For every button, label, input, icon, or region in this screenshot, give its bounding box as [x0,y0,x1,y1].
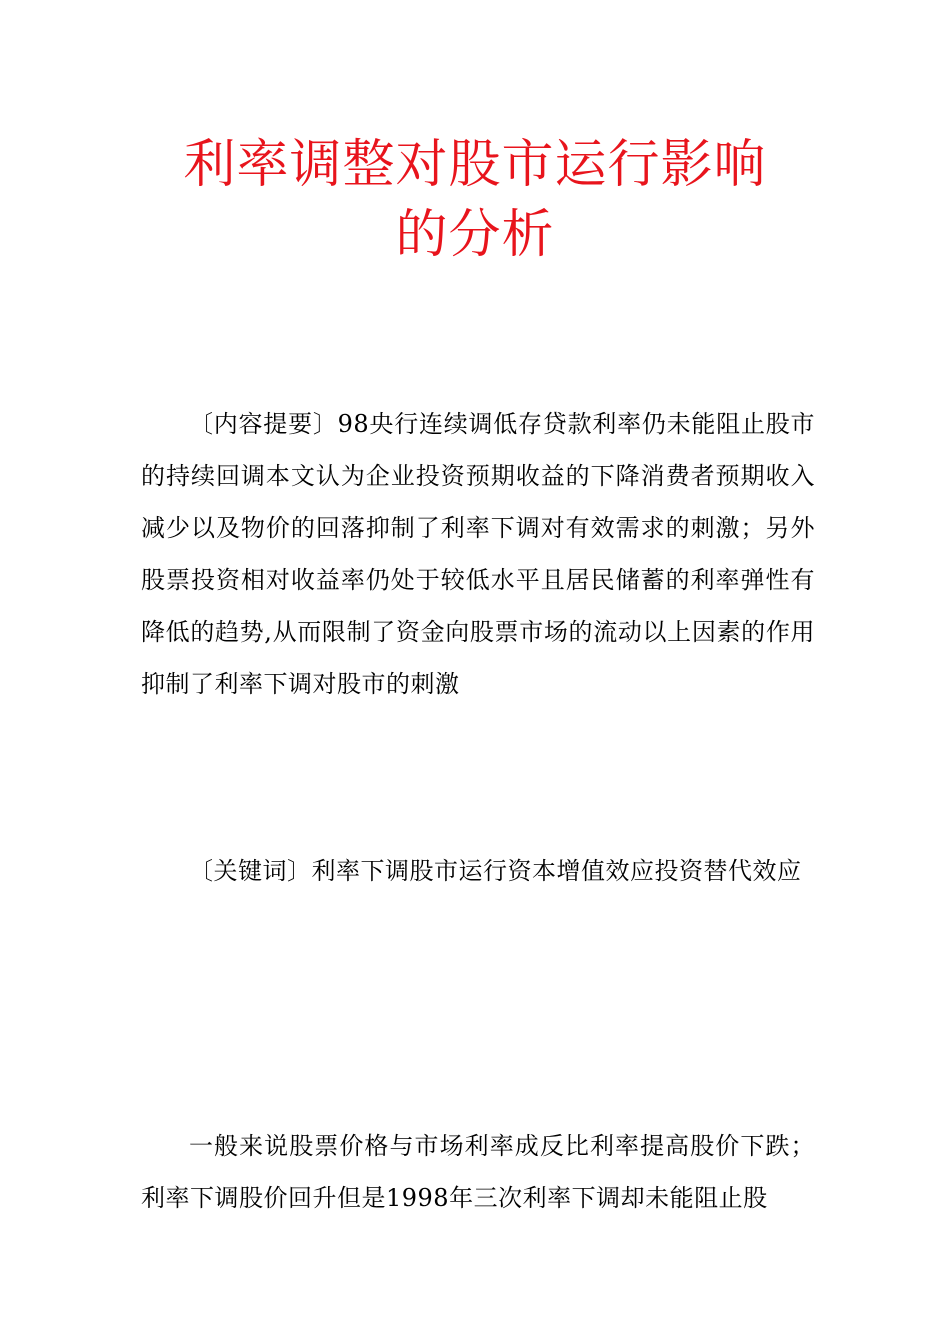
title-line-2: 的分析 [395,205,555,265]
abstract-paragraph: 〔内容提要〕98央行连续调低存贷款利率仍未能阻止股市的持续回调本文认为企业投资预期收益的下降消费者预期收入减少以及物价的回落抑制了利率下调对有效需求的刺激；另外股票投资相对收益率仍处于较低水平且居民储蓄的利率弹性有降低的趋势,从而限制了资金向股票市场的流动以上因素的作用抑制了利率下调对股市的刺激 [141,410,815,698]
keywords-paragraph: 〔关键词〕利率下调股市运行资本增值效应投资替代效应 [189,857,802,885]
title-line-1: 利率调整对股市运行影响 [183,135,767,195]
document-title [120,130,830,270]
body-paragraph: 一般来说股票价格与市场利率成反比利率提高股价下跌；利率下调股价回升但是1998年三次利率下调却未能阻止股 [141,1132,815,1212]
